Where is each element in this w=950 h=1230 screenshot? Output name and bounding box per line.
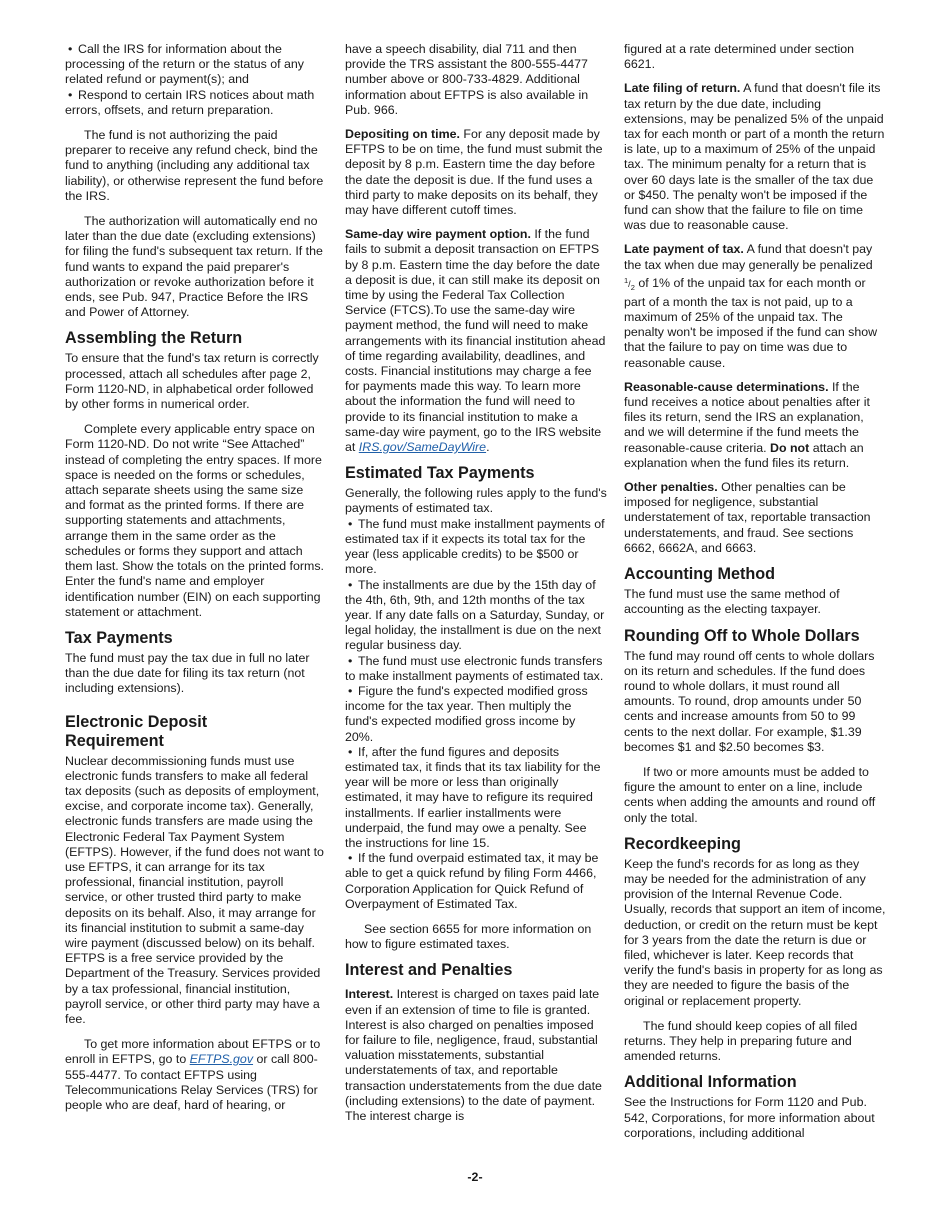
paragraph: Same-day wire payment option. If the fund fails to submit a deposit transaction on EFTPS by 8 p.m. Eastern time the day before the date a deposit is due, it can still make its deposit on time by using the Federal Tax Collection Service (FTCS).To use the same-day wire payment method, the fund will need to make arrangements with its financial institution ahead of time regarding availability, deadlines, and costs. Financial institutions may charge a fee for payments made this way. To learn more about the information the fund will need to provide to its financial institution to make a same-day wire payment, go to the IRS website at IRS.gov/SameDayWire.	[345, 227, 606, 455]
run-in-heading: Depositing on time.	[345, 127, 460, 142]
bullet-item: • The fund must make installment payments of estimated tax if it expects its total tax for the year (less applicable credits) to be $500 or more.	[345, 516, 605, 577]
bullet-item: • Figure the fund's expected modified gross income for the tax year. Then multiply the fund's expected modified gross income by 20%.	[345, 683, 588, 744]
paragraph: See the Instructions for Form 1120 and Pub. 542, Corporations, for more information about corporations, including additional	[624, 1095, 875, 1140]
paragraph: The fund is not authorizing the paid preparer to receive any refund check, bind the fund to anything (including any additional tax liability), or otherwise represent the fund before the IRS.	[65, 128, 324, 203]
section-heading-accounting: Accounting Method	[624, 565, 776, 584]
bullet-item: • If the fund overpaid estimated tax, it may be able to get a quick refund by filing Form 4466, Corporation Application for Quick Refund of Overpayment of Estimated Tax.	[345, 851, 599, 911]
section-heading-tax-payments: Tax Payments	[65, 628, 173, 647]
paragraph: Keep the fund's records for as long as they may be needed for the administration of any provision of the Internal Revenue Code. Usually, records that support an item of income, deduction, or credit on the return must be kept for 3 years from the date the return is due or filed, whichever is later. Keep records that verify the fund's basis in property for as long as they are needed to figure the basis of the original or replacement property.	[624, 856, 886, 1008]
run-in-heading: Other penalties.	[624, 480, 718, 495]
bullet-item: • Respond to certain IRS notices about math errors, offsets, and return preparation.	[65, 87, 315, 117]
bullet-item: • The installments are due by the 15th day of the 4th, 6th, 9th, and 12th months of the tax year. If any date falls on a Saturday, Sunday, or legal holiday, the installment is due on the next regular business day.	[345, 577, 605, 653]
bullet-item: • Call the IRS for information about the processing of the return or the status of any related refund or payment(s); and	[65, 42, 304, 87]
paragraph: Late filing of return. A fund that doesn't file its tax return by the due date, including extensions, may be penalized 5% of the unpaid tax for each month or part of a month the return is late, up to a maximum of 25% of the unpaid tax. The minimum penalty for a return that is over 60 days late is the smaller of the tax due or $450. The penalty won't be imposed if the fund can show that the failure to file on time was due to reasonable cause.	[624, 81, 885, 233]
paragraph: The fund must use the same method of accounting as the electing taxpayer.	[624, 587, 840, 617]
bullet-item: • The fund must use electronic funds transfers to make installment payments of estimated tax.	[345, 653, 604, 683]
paragraph: have a speech disability, dial 711 and then provide the TRS assistant the 800-555-4477 number above or 800-733-4829. Additional information about EFTPS is also available in Pub. 966.	[345, 42, 589, 117]
emphasis-do-not: Do not	[770, 440, 810, 455]
page-number: -2-	[467, 1170, 483, 1184]
bullet-icon: •	[348, 851, 353, 866]
paragraph: Other penalties. Other penalties can be imposed for negligence, substantial understatement of tax, reportable transaction understatements, and fraud. See sections 6662, 6662A, and 6663.	[624, 480, 871, 555]
run-in-heading: Late payment of tax.	[624, 242, 744, 257]
paragraph: To ensure that the fund's tax return is correctly processed, attach all schedules after page 2, Form 1120-ND, in alphabetical order followed by other forms in numerical order.	[65, 351, 319, 412]
run-in-heading: Late filing of return.	[624, 81, 741, 96]
eftps-link[interactable]: EFTPS.gov	[189, 1052, 254, 1067]
paragraph: figured at a rate determined under section 6621.	[624, 42, 855, 72]
bullet-icon: •	[348, 744, 353, 759]
run-in-heading: Interest.	[345, 987, 394, 1002]
paragraph: Depositing on time. For any deposit made by EFTPS to be on time, the fund must submit the deposit by 8 p.m. Eastern time the day before the date the deposit is due. If the fund uses a third party to make deposits on its behalf, they may have different cutoff times.	[345, 127, 603, 218]
column-2	[345, 42, 607, 1133]
section-heading-interest-penalties: Interest and Penalties	[345, 961, 513, 980]
paragraph: Late payment of tax. A fund that doesn't pay the tax when due may generally be penalized $^1/_2$ of 1% of the unpaid tax for each month or part of a month the tax is not paid, up to a maximum of 25% of the unpaid tax. The penalty won't be imposed if the fund can show that the failure to pay on time was due to reasonable cause.	[624, 242, 878, 370]
paragraph: Reasonable-cause determinations. If the fund receives a notice about penalties after it files its return, send the IRS an explanation, and we will determine if the fund meets the reasonable-cause criteria. Do not attach an explanation when the fund files its return.	[624, 379, 870, 470]
bullet-icon: •	[348, 516, 353, 531]
paragraph: Generally, the following rules apply to the fund's payments of estimated tax.	[345, 486, 607, 516]
bullet-icon: •	[68, 42, 73, 56]
paragraph: To get more information about EFTPS or to enroll in EFTPS, go to EFTPS.gov or call 800-555-4477. To contact EFTPS using Telecommunications Relay Services (TRS) for people who are deaf, hard of hearing, or	[65, 1037, 321, 1112]
section-heading-electronic-deposit: Electronic Deposit Requirement	[65, 712, 208, 750]
run-in-heading: Same-day wire payment option.	[345, 227, 531, 242]
section-heading-estimated-tax: Estimated Tax Payments	[345, 464, 535, 483]
bullet-icon: •	[348, 653, 353, 668]
same-day-wire-link[interactable]: IRS.gov/SameDayWire	[358, 440, 487, 455]
column-1	[65, 42, 327, 1122]
bullet-icon: •	[348, 577, 353, 592]
paragraph: The fund should keep copies of all filed returns. They help in preparing future and amended returns.	[624, 1018, 858, 1064]
section-heading-assembling: Assembling the Return	[65, 329, 243, 348]
column-3	[624, 42, 886, 1150]
bullet-icon: •	[348, 683, 353, 698]
run-in-heading: Reasonable-cause determinations.	[624, 379, 829, 394]
paragraph: The fund may round off cents to whole dollars on its return and schedules. If the fund does round to whole dollars, it must round all amounts. To round, drop amounts under 50 cents and increase amounts from 50 to 99 cents to the next dollar. For example, $1.39 becomes $1 and $2.50 becomes $3.	[624, 648, 875, 754]
section-heading-recordkeeping: Recordkeeping	[624, 834, 741, 853]
paragraph: The authorization will automatically end no later than the due date (excluding extensions) for filing the fund's subsequent tax return. If the fund wants to expand the paid preparer's authorization or revoke authorization before it ends, see Pub. 947, Practice Before the IRS and Power of Attorney.	[65, 214, 323, 320]
paragraph: Nuclear decommissioning funds must use electronic funds transfers to make all federal tax deposits (such as deposits of employment, excise, and corporate income tax). Generally, electronic funds transfers are made using the Electronic Federal Tax Payment System (EFTPS). However, if the fund does not want to use EFTPS, it can arrange for its tax professional, financial institution, payroll service, or other trusted third party to make deposits on its behalf. Also, it may arrange for its financial institution to submit a same-day wire payment (discussed below) on its behalf. EFTPS is a free service provided by the Department of the Treasury. Services provided by a tax professional, financial institution, payroll service, or other third party may have a fee.	[65, 753, 324, 1026]
section-heading-additional-info: Additional Information	[624, 1073, 797, 1092]
bullet-item: • If, after the fund figures and deposits estimated tax, it finds that its tax liability for the year will be more or less than originally estimated, it may have to refigure its required installments. If earlier installments were underpaid, the fund may owe a penalty. See the instructions for line 15.	[345, 744, 601, 850]
paragraph: See section 6655 for more information on how to figure estimated taxes.	[345, 921, 592, 952]
paragraph: If two or more amounts must be added to figure the amount to enter on a line, include cents when adding the amounts and round off only the total.	[624, 764, 876, 825]
bullet-icon: •	[68, 87, 73, 102]
paragraph: The fund must pay the tax due in full no later than the due date for filing its tax return (not including extensions).	[65, 650, 310, 696]
paragraph: Interest. Interest is charged on taxes paid late even if an extension of time to file is granted. Interest is also charged on penalties imposed for failure to file, negligence, fraud, substantial valuation misstatements, substantial understatements of tax, and reportable transaction understatements from the due date (including extensions) to the date of payment. The interest charge is	[345, 987, 602, 1123]
fraction-one-half: $^1/_2$	[624, 275, 635, 292]
paragraph: Complete every applicable entry space on Form 1120-ND. Do not write “See Attached” instead of completing the entry spaces. If more space is needed on the forms or schedules, attach separate sheets using the same size and format as the printed forms. If there are supporting statements and attachments, arrange them in the same order as the schedules or forms they support and attach them last. Show the totals on the printed forms. Enter the fund's name and employer identification number (EIN) on each supporting statement or attachment.	[65, 422, 324, 619]
section-heading-rounding: Rounding Off to Whole Dollars	[624, 626, 860, 645]
